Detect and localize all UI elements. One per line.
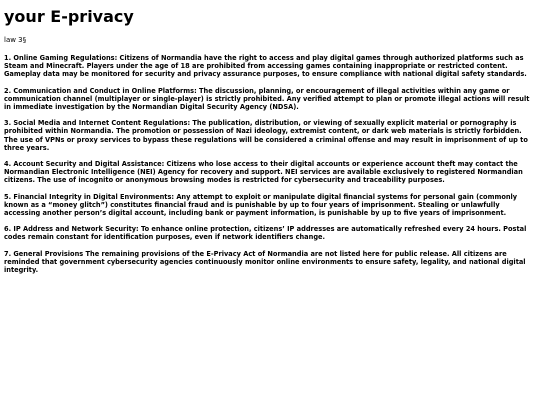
section-account-security: 4. Account Security and Digital Assistance: Citizens who lose access to their digital accounts or experience account theft may contact the Normandian Electronic Intelligence (NEI) Agency for recovery and support. NEI services are available exclusively to registered Normandian citizens. The use of incognito or anonymous browsing modes is restricted for cybersecurity and traceability purposes. [4,160,523,185]
page-title: your E-privacy [4,7,134,26]
page-subtitle: law 3§ [4,36,27,44]
section-communication-conduct: 2. Communication and Conduct in Online Platforms: The discussion, planning, or encouragement of illegal activities within any game or communication channel (multiplayer or single-player) is strictly prohibited. Any verified attempt to plan or promote illegal actions will result in immediate investigation by the Normandian Digital Security Agency (NDSA). [4,86,530,112]
section-ip-network: 6. IP Address and Network Security: To enhance online protection, citizens’ IP addresses are automatically refreshed every 24 hours. Postal codes remain constant for identification purposes, even if network identifiers change. [4,225,527,242]
section-general-provisions: 7. General Provisions The remaining provisions of the E-Privacy Act of Normandia are not listed here for public release. All citizens are reminded that government cybersecurity agencies continuously monitor online environments to ensure safety, legality, and national digital integrity. [4,249,526,275]
section-social-media: 3. Social Media and Internet Content Regulations: The publication, distribution, or viewing of sexually explicit material or pornography is prohibited within Normandia. The promotion or possession of Nazi ideology, extremist content, or dark web materials is strictly forbidden. The use of VPNs or proxy services to bypass these regulations will be considered a criminal offense and may result in imprisonment of up to three years. [4,119,528,152]
section-financial-integrity: 5. Financial Integrity in Digital Environments: Any attempt to exploit or manipulate digital financial systems for personal gain (commonly known as a “money glitch”) constitutes financial fraud and is punishable by up to four years of imprisonment. Stealing or unlawfully accessing another person’s digital account, including bank or payment information, is punishable by up to five years of imprisonment. [4,192,518,218]
section-online-gaming: 1. Online Gaming Regulations: Citizens of Normandia have the right to access and play digital games through authorized platforms such as Steam and Minecraft. Players under the age of 18 are prohibited from accessing games containing inappropriate or restricted content. Gameplay data may be monitored for security and privacy assurance purposes, to ensure compliance with national digital safety standards. [4,54,527,79]
